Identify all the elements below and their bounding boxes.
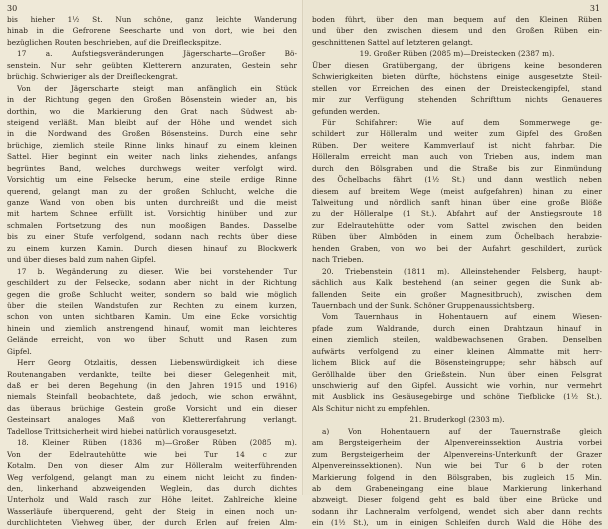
text-line: am Bergsteigerheim der Alpenvereinssektion Austria vorbei [312,438,602,448]
text-line: Für Schifahrer: Wie auf dem Sommerwege ge- [322,117,602,127]
text-line: zu der Hölleralpe (1 St.). Abfahrt auf der Anstiegsroute 18 [312,209,602,219]
text-line: Sattel. Hier beginnt ein weiter nach links ziehendes, anfangs [7,152,297,162]
text-line: hinein und ziemlich anstrengend hinauf, womit man leichteres [7,323,297,333]
text-line: stellen vor Erreichen des einen der Dreisteckengipfel, stand [312,83,602,93]
text-line: Rüben. Der weitere Kammverlauf ist nicht fahrbar. Die [312,140,602,150]
text-line: begrüntes Band, welches durchwegs weiter verfolgt wird. [7,163,297,173]
text-line: Alpenvereinssektionen). Nun wie bei Tur 6 b der roten [312,461,602,471]
text-line: Von der Edelrautehütte wie bei Tur 14 c zur [7,449,297,459]
text-line: niemals Steinfall beobachtete, daß jedoch, wie schon erwähnt, [7,392,297,402]
text-line: pfade zum Waldrande, durch einen Drahtzaun hinauf in [312,323,602,333]
text-line: in der Richtung gegen den Großen Bösenstein wieder an, bis [7,95,297,105]
text-line: fallenden Seite ein großer Magnesitbruch), zwischen dem [312,289,602,299]
text-line: a) Von Hohentauern auf der Tauernstraße gleich [322,426,602,436]
text-line: geschnittenen Sattel auf letzteren gelangt. [312,37,473,47]
page-number-right: 31 [589,4,600,13]
text-line: Schwierigkeiten bieten dürfte, höchstens einige ausgesetzte Steil- [312,72,602,82]
text-line: unschwierig auf den Gipfel. Aussicht wie vorhin, nur vermehrt [312,381,602,390]
text-line: Unterholz und Wald rasch zur Höhe leitet. Zahlreiche kleine [7,495,297,505]
left-page-text [7,14,297,529]
text-line: Als Schitur nicht zu empfehlen. [312,403,431,413]
text-line: 21. Bruderkogl (2303 m). [409,415,505,425]
text-line: zur Edelrautehütte oder vom Sattel zwischen den beiden [312,220,602,230]
text-line: aufwärts verfolgend zu einer kleinen Almmatte mit herr- [312,346,602,356]
text-line: Herr Georg Otzlaitis, dessen Liebenswürdigkeit ich diese [17,358,297,368]
text-line: 17 a. Aufstiegsveränderungen Jägerscharte—Großer Bö- [17,49,297,59]
text-line: 17 b. Wegänderung zu dieser. Wie bei vorstehender Tur [17,266,297,276]
text-line: Wasserläufe überquerend, geht der Steig in einen noch un- [7,506,297,516]
text-line: Von der Jägerscharte steigt man anfänglich ein Stück [17,83,297,93]
text-line: dorthin, wo die Markierung den Grat nach Südwest ab- [7,106,297,116]
text-line: mit hartem Schnee erfüllt ist. Vorsichtig hinüber und zur [7,209,297,219]
text-line: den, linkerhand abzweigenden Weglein, das durch dichtes [7,483,297,493]
text-line: durchlichteten Viehweg über, der durch Erlen auf freien Alm- [7,518,297,528]
text-line: in die Nordwand des Großen Bösensteins. Durch eine sehr [7,129,297,139]
text-line: brüchig. Schwieriger als der Dreifleckengrat. [7,72,179,82]
text-line: 19. Großer Rüben (2085 m)—Dreistecken (2387 m). [359,49,555,59]
text-line: zum Bergsteigerheim der Alpenvereins-Unterkunft der Grazer [312,449,602,459]
text-line: Kotalm. Den von dieser Alm zur Hölleralm weiterführenden [7,461,297,471]
text-line: senstein. Nur sehr geübten Kletterern anzuraten, Gestein sehr [7,60,297,70]
text-line: Markierung folgend in den Bölsgraben, bis zugleich 15 Min. [312,472,602,482]
text-line: ab dem Grabeneingang eine blaue Markierung linkerhand [312,483,602,493]
text-line: schon von unten sichtbaren Kamin. Um eine Ecke vorsichtig [7,312,297,322]
text-line: nach Trieben. [312,255,364,265]
text-line: schildert zur Hölleralm und weiter zum Gipfel des Großen [312,129,602,139]
text-line: durch den Bölsgraben und die Straße bis zur Einmündung [312,163,602,173]
text-line: Routenangaben verdankte, teilte bei dieser Gelegenheit mit, [7,369,297,379]
text-line: zu einem kurzen Kamin. Durch diesen hinauf zu Blockwerk [7,243,297,253]
text-line: querend, gelangt man zu der großen Schlucht, welche die [7,186,297,196]
text-line: lichem Blick auf die Bösensteingruppe; sehr häbsch auf [312,358,602,368]
text-line: ein (1½ St.), um in einigen Schleifen durch Wald die Höhe des [312,518,602,528]
text-line: des Öchelbachs fährt (1½ St.) und dann westlich neben [312,175,602,185]
text-line: Geröllhalde über den Grießstein. Nun über einen Felsgrat [312,369,602,379]
text-line: Vorsichtig um eine Felsecke herum, eine steile erdige Rinne [7,175,297,185]
text-line: über die steilen Wandstufen zur Rechten zu einem kurzen, [7,300,297,310]
text-line: gegen die große Schlucht weiter, sondern so bald wie möglich [7,289,297,299]
text-line: Tauernbach und der Sunk. Schöner Gruppenaussichtsberg. [312,300,535,310]
text-line: Talweitung und nördlich sanft hinan über eine große Blöße [312,198,602,207]
text-line: bis hieher 1½ St. Nun schöne, ganz leichte Wanderung [7,15,297,24]
text-line: Gesteinsart analoges Maß von Klettererfahrung verlangt. [7,415,297,425]
text-line: 18. Kleiner Rüben (1836 m)—Großer Rüben (2085 m). [17,438,297,448]
text-line: und über dieses bald zum nahen Gipfel. [7,255,156,265]
text-line: und über den zwischen diesem und den Großen Rüben ein- [312,26,602,36]
text-line: Über diesen Gratübergang, der übrigens keine besonderen [312,60,602,70]
text-line: 20. Triebenstein (1811 m). Alleinstehender Felsberg, haupt- [322,266,602,276]
right-page [304,0,608,528]
text-line: schmalen Fortsetzung des nun mooßigen Bandes. Dasselbe [7,220,297,230]
page-number-left: 30 [7,4,18,13]
text-line: diesem auf breitem Wege (meist aufgefahren) hinan zu einer [312,186,602,196]
text-line: einen ziemlich steilen, waldbewachsenen Graben. Denselben [312,335,602,345]
text-line: ganze Wand von oben bis unten durchreißt und die meist [7,198,297,207]
text-line: sodann ihr Lachneralm verfolgend, wendet sich aber dann rechts [312,506,602,516]
text-line: geschildert zu der Felsecke, sodann aber nicht in der Richtung [7,278,297,288]
text-line: boden führt, über den man bequem auf den Kleinen Rüben [312,15,602,24]
text-line: Weg verfolgend, gelangt man zu einem nicht leicht zu finden- [7,472,297,482]
text-line: daß er bei deren Begehung (in den Jahren 1915 und 1916) [7,381,297,390]
text-line: Tadellose Trittsicherheit wird hiebei natürlich vorausgesetzt. [7,426,237,436]
text-line: das überaus brüchige Gestein große Vorsicht und ein dieser [7,403,297,413]
text-line: hinab in die Gefrorene Seescharte und von dort, wie bei den [7,26,297,36]
text-line: brüchige, ziemlich steile Rinne links hinauf zu einem kleinen [7,140,297,150]
text-line: henden Graben, von wo bei der Aufahrt geschildert, zurück [312,243,602,253]
text-line: Rüben über Almböden in einem zum Öchelbach herabzie- [312,232,602,242]
text-line: abzweigt. Dieser folgend geht es bald über eine Brücke und [312,495,602,505]
left-page [0,0,303,528]
text-line: Gelände erreicht, von wo über Schutt und Rasen zum [7,335,297,345]
text-line: steigend verläßt. Man bleibt auf der Höhe und wendet sich [7,117,297,127]
text-line: mir zur Verfügung stehenden Schrifttum nichts Genaueres [312,95,602,105]
text-line: gefunden werden. [312,106,380,116]
text-line: bezüglichen Routen beschrieben, auf die Dreifleckspitze. [7,37,222,47]
text-line: Vom Tauernhaus in Hohentauern auf einem Wiesen- [322,312,602,322]
text-line: sächlich aus Kalk bestehend (an seiner gegen die Sunk ab- [312,278,602,288]
text-line: bis zu einer Stufe verfolgend, sodann nach rechts über diese [7,232,297,242]
text-line: Gipfel. [7,346,32,356]
text-line: Hölleralm erreicht man auch von Trieben aus, indem man [312,152,602,162]
text-line: mit Ausblick ins Gesäusegebirge und schöne Tiefblicke (1½ St.). [312,392,602,402]
right-page-text [312,14,602,529]
